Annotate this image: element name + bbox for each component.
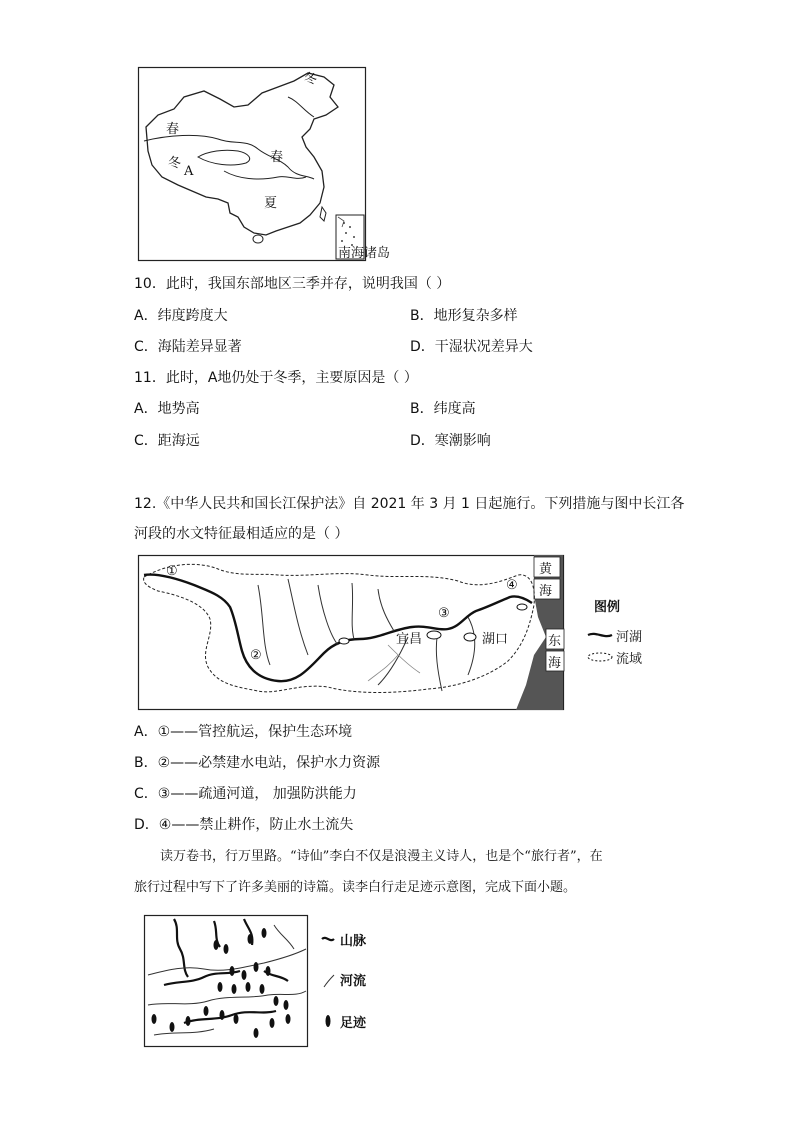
question-11-option-d[interactable]: D．寒潮影响 [410, 433, 491, 449]
marker-2: ② [250, 648, 262, 663]
question-11-option-c[interactable]: C．距海远 [134, 433, 200, 449]
question-10-option-d[interactable]: D．干湿状况差异大 [410, 339, 533, 355]
legend-footprint: 足迹 [340, 1016, 367, 1031]
label-spring-northwest: 春 [166, 122, 180, 137]
libai-footprint-map [144, 915, 384, 1049]
question-11-option-b[interactable]: B．纬度高 [410, 401, 476, 417]
label-summer-south: 夏 [264, 196, 278, 211]
river-legend-icon [324, 975, 334, 987]
basin-legend-icon [588, 653, 612, 661]
question-12-option-b[interactable]: B．②——必禁建水电站，保护水力资源 [134, 755, 381, 771]
label-winter-west: 冬 [168, 156, 182, 171]
question-10-option-b[interactable]: B．地形复杂多样 [410, 308, 518, 324]
question-10-option-c[interactable]: C．海陆差异显著 [134, 339, 242, 355]
sea-label-east-2: 海 [548, 656, 562, 671]
china-season-map [138, 67, 391, 261]
question-11-stem: 11．此时，A地仍处于冬季，主要原因是（ ） [134, 370, 418, 386]
reading-paragraph-line2: 旅行过程中写下了许多美丽的诗篇。读李白行走足迹示意图，完成下面小题。 [134, 880, 577, 895]
mountain-legend-icon [322, 938, 334, 940]
city-yichang: 宜昌 [396, 632, 423, 647]
legend-river: 河流 [340, 974, 367, 989]
question-12-option-d[interactable]: D．④——禁止耕作，防止水土流失 [134, 817, 354, 833]
question-12-stem-line1: 12.《中华人民共和国长江保护法》自 2021 年 3 月 1 日起施行。下列措施与图中长江各 [134, 496, 685, 512]
marker-1: ① [166, 564, 178, 579]
question-10-stem: 10．此时，我国东部地区三季并存，说明我国（ ） [134, 276, 451, 292]
question-10-option-a[interactable]: A．纬度跨度大 [134, 308, 228, 324]
city-hukou: 湖口 [482, 632, 509, 647]
legend-title: 图例 [594, 600, 621, 615]
reading-paragraph-line1: 读万卷书，行万里路。“诗仙”李白不仅是浪漫主义诗人，也是个“旅行者”，在 [160, 849, 603, 864]
legend-river-lake: 河湖 [616, 630, 643, 645]
marker-3: ③ [438, 606, 450, 621]
footprint-legend-icon [326, 1015, 331, 1027]
question-12-option-c[interactable]: C．③——疏通河道， 加强防洪能力 [134, 786, 357, 802]
sea-label-yellow-1: 黄 [539, 562, 553, 577]
sea-label-yellow-2: 海 [539, 584, 553, 599]
river-lake-legend-icon [588, 634, 612, 636]
question-12-option-a[interactable]: A．①——管控航运，保护生态环境 [134, 724, 353, 740]
label-winter-northeast: 冬 [304, 72, 318, 87]
legend-mountain: 山脉 [340, 934, 367, 949]
label-spring-east: 春 [270, 150, 284, 165]
sea-label-east-1: 东 [548, 634, 562, 649]
question-11-option-a[interactable]: A．地势高 [134, 401, 200, 417]
question-12-stem-line2: 河段的水文特征最相适应的是（ ） [134, 526, 349, 542]
legend-basin: 流域 [616, 652, 643, 667]
inset-label: 南海诸岛 [338, 246, 391, 261]
label-point-a: A [184, 164, 194, 179]
marker-4: ④ [506, 578, 518, 593]
yangtze-river-map [138, 555, 648, 711]
